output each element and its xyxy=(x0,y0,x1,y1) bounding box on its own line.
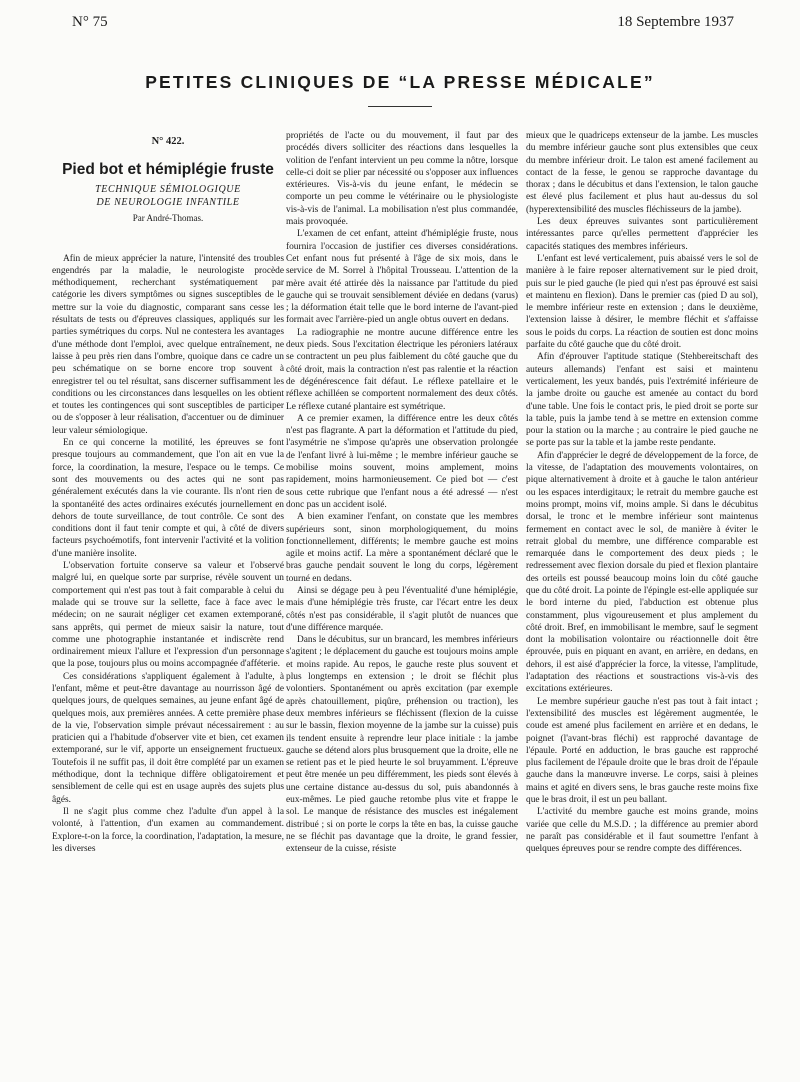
series-title: PETITES CLINIQUES DE “LA PRESSE MÉDICALE” xyxy=(145,72,655,92)
paragraph: Afin d'éprouver l'aptitude statique (Stehbereitschaft des auteurs allemands) l'enfant est saisi et maintenu verticalement, les yeux bandés, puis l'extrémité inférieure de la jambe droite ou gauche est amenée au contact du bord d'une table. Une fois le contact pris, le pied droit se porte sur la table, puis la jambe tend à se mettre en extension comme pour la station ou la marche ; au contraire le pied gauche ne se porte pas sur la table et la jambe reste pendante. xyxy=(526,352,758,449)
paragraph: Afin d'apprécier le degré de développement de la force, de la vitesse, de l'adaptation des mouvements volontaires, on pique alternativement à droite et à gauche le talon antérieur ou les espaces interdigitaux; le retrait du membre gauche est moins prompt, moins vif, moins ample. Si dans le décubitus dorsal, le tronc et le membre inférieur sont maintenus fermement en contact avec le sol, de manière à éviter le retrait global du membre, une différence comparable est remarquée dans le comportement des deux pieds ; le redressement avec flexion dorsale du pied et flexion plantaire des orteils est poussé beaucoup moins loin du côté gauche que du côté droit. La pointe de l'épingle est-elle appliquée sur le bord interne du pied, l'abduction est obtenue plus constamment, plus vigoureusement et plus amplement du côté droit. Bref, en immobilisant le membre, sauf le segment dont la mobilisation volontaire ou réactionnelle doit être éprouvée, puis en piquant en avant, en arrière, en dedans, en dehors, il est aisé d'apprécier la force, la vitesse, l'amplitude, l'adaptation des réactions et soustractions vis-à-vis des excitations extérieures. xyxy=(526,450,758,695)
paragraph: mieux que le quadriceps extenseur de la jambe. Les muscles du membre inférieur gauche sont plus extensibles que ceux du membre inférieur droit. Le talon est amené facilement au contact de la fesse, le genou se rapproche davantage du thorax ; dans le décubitus et dans l'extension, le talon gauche est élevé plus facilement et plus haut au-dessus du sol (hyperextensibilité des muscles fléchisseurs de la jambe). xyxy=(526,131,758,215)
article-number: N° 422. xyxy=(151,136,185,147)
text-column-1 xyxy=(52,130,284,1070)
title-divider xyxy=(368,106,432,107)
paragraph: Afin de mieux apprécier la nature, l'intensité des troubles engendrés par la maladie, le neurologiste procède méthodiquement, recherchant systématiquement par catégorie les divers symptômes ou signes susceptibles de le mettre sur la voie du diagnostic, comparant sans cesse les résultats de tests ou d'épreuves classiques, appliqués sur les parties symétriques du corps. Nul ne contestera les avantages d'une méthode dont l'emploi, avec quelque entraînement, ne laisse à peu près rien dans l'ombre, quoique dans ce cadre un peu schématique on se borne encore trop souvent à enregistrer tel ou tel résultat, sans discerner suffisamment les conditions ou les circonstances dans lesquelles on les obtient et toutes les contingences qui sont susceptibles de participer ou de s'opposer à leur réalisation, d'accentuer ou de diminuer leur valeur sémiologique. xyxy=(52,253,284,436)
paragraph: L'observation fortuite conserve sa valeur et l'observé malgré lui, en quelque sorte par surprise, révèle souvent un comportement qui n'est pas tout à fait comparable à celui du malade qui se trouve sur la sellette, face à face avec le médecin; on ne saurait négliger cet examen extemporané, sans apprêts, qui permet de mieux saisir la nature, tout comme une photographie instantanée et indiscrète rend ordinairement mieux l'allure et l'expression d'un personnage que la pose, toujours plus ou moins accompagnée d'afféterie. xyxy=(52,561,284,670)
page-header xyxy=(72,14,734,31)
paragraph: Ainsi se dégage peu à peu l'éventualité d'une hémiplégie, mais d'une hémiplégie très fruste, car l'écart entre les deux côtés n'est pas considérable, il s'agit plutôt de nuances que d'une différence marquée. xyxy=(286,585,518,633)
paragraph: propriétés de l'acte ou du mouvement, il faut par des procédés divers solliciter des réactions dans lesquelles la volition de l'enfant intervient un peu comme la nôtre, lorsque celle-ci doit se plier par nécessité ou s'opposer aux influences extérieures. Vis-à-vis du jeune enfant, le médecin se comporte un peu comme le vétérinaire ou le physiologiste vis-à-vis de l'animal. La mobilisation n'est plus commandée, mais provoquée. xyxy=(286,131,518,228)
paragraph: A bien examiner l'enfant, on constate que les membres supérieurs sont, sinon morphologiquement, du moins fonctionnellement, différents; le membre gauche est moins agile et moins actif. La mère a spontanément déclaré que le bras gauche pendait souvent le long du corps, légèrement tourné en dedans. xyxy=(286,512,518,584)
paragraph: Ces considérations s'appliquent également à l'adulte, à l'enfant, même et peut-être davantage au nourrisson âgé de quelques jours, de quelques semaines, au jeune enfant âgé de quelques mois, aux premières années. A cette première phase de la vie, l'observation simple prévaut nécessairement : au praticien qui a l'habitude d'observer vite et bien, cet examen extemporané, sur le vif, apporte un enseignement fructueux. Toutefois il ne suffit pas, il doit être complété par un examen méthodique, dont la technique diffère obligatoirement et sensiblement de celle qui est en usage auprès des sujets plus âgés. xyxy=(52,671,284,805)
paragraph: L'activité du membre gauche est moins grande, moins variée que celle du M.S.D. ; la différence au premier abord ne paraît pas considérable et il faut soumettre l'enfant à quelques épreuves pour se rendre compte des différences. xyxy=(526,807,758,855)
paragraph: L'enfant est levé verticalement, puis abaissé vers le sol de manière à le faire reposer alternativement sur le pied droit, puis sur le pied gauche (le pied qui n'est pas éprouvé est saisi et maintenu en flexion). Dans le premier cas (pied D au sol), le membre inférieur reste en extension ; dans le deuxième, l'extension laisse à désirer, le membre fléchit et s'affaisse sous le poids du corps. La réaction de soutien est donc moins parfaite du côté gauche que du côté droit. xyxy=(526,253,758,351)
paragraph: Dans le décubitus, sur un brancard, les membres inférieurs s'agitent ; le déplacement du gauche est toujours moins ample et moins rapide. Au repos, le gauche reste plus souvent et plus longtemps en extension ; le droit se fléchit plus volontiers. Spontanément ou après excitation (par exemple après chatouillement, piqûre, préhension ou traction), les deux membres inférieurs se fléchissent (flexion de la cuisse sur le bassin, flexion moyenne de la jambe sur la cuisse) puis ils tendent ensuite à reprendre leur place initiale : la jambe gauche se détend alors plus brusquement que la droite, elle ne se retient pas et le pied heurte le sol bruyamment. L'épreuve peut être menée un peu différemment, les pieds sont élevés à une certaine distance au-dessus du sol, puis abandonnés à eux-mêmes. Le pied gauche retombe plus vite et frappe le sol. Le manque de résistance des muscles est inégalement distribué ; si on porte le corps la tête en bas, la cuisse gauche ne se fléchit pas davantage que la droite, le grand fessier, extenseur de la cuisse, résiste xyxy=(286,635,518,855)
paragraph: L'examen de cet enfant, atteint d'hémiplégie fruste, nous fournira l'occasion de justifier ces diverses considérations. Cet enfant nous fut présenté à l'âge de six mois, dans le service de M. Sorrel à l'hôpital Trousseau. L'attention de la mère avait été attirée dès la naissance par l'attitude du pied gauche qui se trouvait sensiblement déviée en dedans (varus) ; la déformation était telle que le bord interne de l'avant-pied formait avec l'arrière-pied un angle obtus ouvert en dedans. xyxy=(286,229,518,326)
paragraph: En ce qui concerne la motilité, les épreuves se font presque toujours au commandement, que l'on ait en vue la force, la coordination, la mesure, l'espace ou le temps. Ce sont des mouvements ou des actes qui ne sont pas généralement exécutés dans la vie courante. Ils n'ont rien de la spontanéité des actes ordinaires exécutés journellement en dehors de toute surveillance, de tout contrôle. Ce sont des conditions dont il faut tenir compte et qui, à côté de divers facteurs psychoémotifs, font intervenir l'activité et la volition d'une manière insolite. xyxy=(52,438,284,559)
article-subtitle-line-2: DE NEUROLOGIE INFANTILE xyxy=(96,197,240,209)
issue-number: N° 75 xyxy=(72,14,108,30)
article-subtitle-line-1: TECHNIQUE SÉMIOLOGIQUE xyxy=(95,184,241,196)
article-title: Pied bot et hémiplégie fruste xyxy=(62,161,274,179)
paragraph: Le membre supérieur gauche n'est pas tout à fait intact ; l'extensibilité des muscles est légèrement augmentée, le coude est amené plus facilement en arrière et en dedans, le poignet (l'avant-bras fléchi) est rapproché davantage de l'épaule. Porté en adduction, le bras gauche est rapproché plus facilement de l'épaule droite que le bras droit de l'épaule gauche dans la manœuvre inverse. Le corps, saisi à pleines mains et agité en divers sens, le bras gauche reste moins fixe que le bras droit, il est un peu ballant. xyxy=(526,696,758,806)
paragraph: Il ne s'agit plus comme chez l'adulte d'un appel à la volonté, à l'attention, d'un examen au commandement. Explore-t-on la force, la coordination, l'adaptation, la mesure, les diverses xyxy=(52,806,284,854)
text-column-3 xyxy=(526,130,758,1070)
paragraph: La radiographie ne montre aucune différence entre les deux pieds. Sous l'excitation électrique les péroniers latéraux se contractent un peu plus faiblement du côté gauche que du côté droit, mais la contraction n'est pas ralentie et la réaction de dégénérescence fait défaut. Le réflexe patellaire et le réflexe achilléen se comportent normalement des deux côtés. Le réflexe cutané plantaire est symétrique. xyxy=(286,327,518,412)
text-column-2 xyxy=(286,130,518,1070)
column-1-body xyxy=(52,253,284,856)
paragraph: A ce premier examen, la différence entre les deux côtés n'est pas flagrante. A part la déformation et l'attitude du pied, l'asymétrie ne s'impose qu'après une observation prolongée de l'enfant livré à lui-même ; le membre inférieur gauche se mobilise moins souvent, moins amplement, moins rapidement, moins harmonieusement. Ce pied bot — c'est sous cette rubrique que l'enfant nous a été adressé — n'est donc pas un accident isolé. xyxy=(286,413,518,510)
article-author: Par André-Thomas. xyxy=(132,213,204,224)
issue-date: 18 Septembre 1937 xyxy=(617,14,734,30)
paragraph: Les deux épreuves suivantes sont particulièrement intéressantes parce qu'elles permettent d'apprécier les capacités statiques des membres inférieurs. xyxy=(526,217,758,252)
